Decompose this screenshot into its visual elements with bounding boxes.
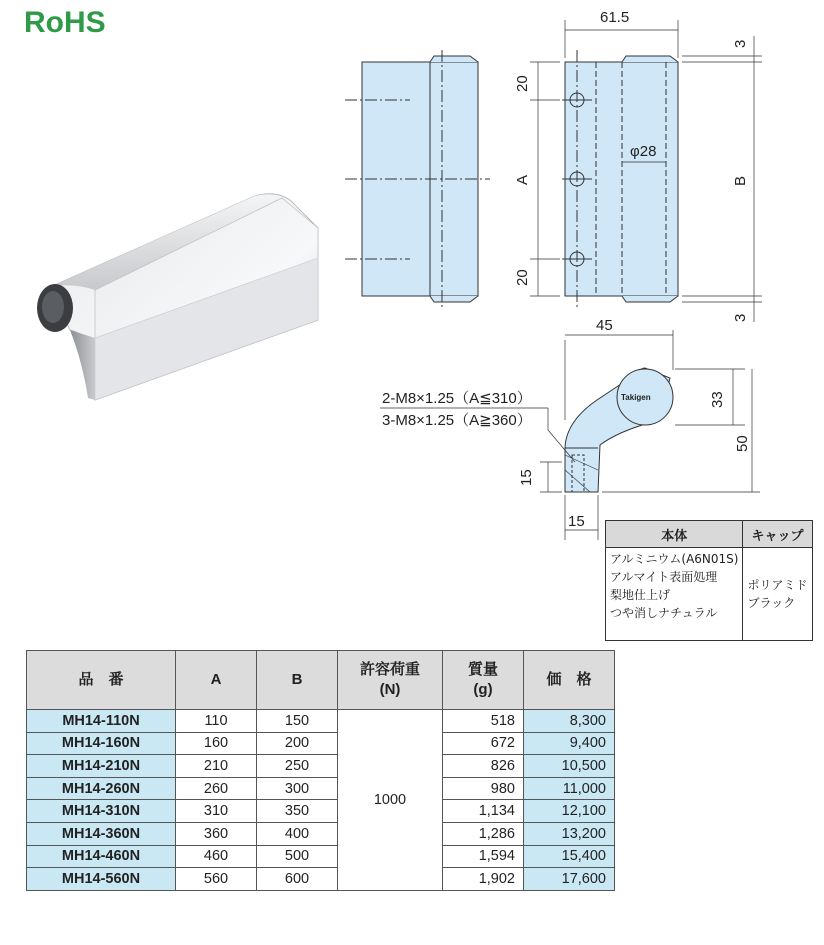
thread-spec-2: 2-M8×1.25（A≦310） [382,390,532,407]
material-body: アルミニウム(A6N01S) アルマイト表面処理 梨地仕上げ つや消しナチュラル [606,548,743,641]
table-row: MH14-160N 160 200 672 9,400 [27,732,615,755]
thread-spec-3: 3-M8×1.25（A≧360） [382,412,532,429]
table-row: MH14-460N 460 500 1,594 15,400 [27,845,615,868]
cap-logo: Takigen [621,393,651,402]
table-row: MH14-560N 560 600 1,902 17,600 [27,868,615,891]
col-load: 許容荷重 (N) [338,651,443,710]
table-row: MH14-110N 110 150 1000 518 8,300 [27,710,615,733]
table-row: MH14-260N 260 300 980 11,000 [27,777,615,800]
front-view [345,50,490,310]
dim-depth: 45 [596,317,613,334]
dim-foot-width: 15 [568,513,585,530]
col-b: B [257,651,338,710]
material-header-cap: キャップ [743,521,812,548]
dim-top-offset: 3 [732,39,749,48]
table-row: MH14-310N 310 350 1,134 12,100 [27,800,615,823]
dim-pitch: A [514,174,531,185]
dim-diameter: φ28 [630,143,657,160]
spec-header-row [27,651,615,710]
col-price: 価 格 [524,651,615,710]
side-view [530,20,762,322]
col-a: A [176,651,257,710]
dim-total-width: 61.5 [600,9,630,26]
material-header-body: 本体 [606,521,743,548]
dim-edge-top: 20 [514,75,531,92]
spec-table [26,650,615,891]
col-part: 品 番 [27,651,176,710]
material-table [605,520,813,641]
table-row: MH14-210N 210 250 826 10,500 [27,755,615,778]
profile-view [380,330,760,540]
material-cap: ポリアミド ブラック [743,548,812,641]
table-row: MH14-360N 360 400 1,286 13,200 [27,822,615,845]
col-mass: 質量 (g) [443,651,524,710]
load-value: 1000 [338,710,443,891]
dim-edge-bottom: 20 [514,269,531,286]
dim-foot-height: 15 [518,469,535,486]
rohs-logo: RoHS [24,6,106,39]
dim-head-height: 33 [709,391,726,408]
dim-length: B [732,175,749,186]
dim-total-height: 50 [734,435,751,452]
dim-bottom-offset: 3 [732,313,749,322]
handle-3d-render [37,194,318,400]
